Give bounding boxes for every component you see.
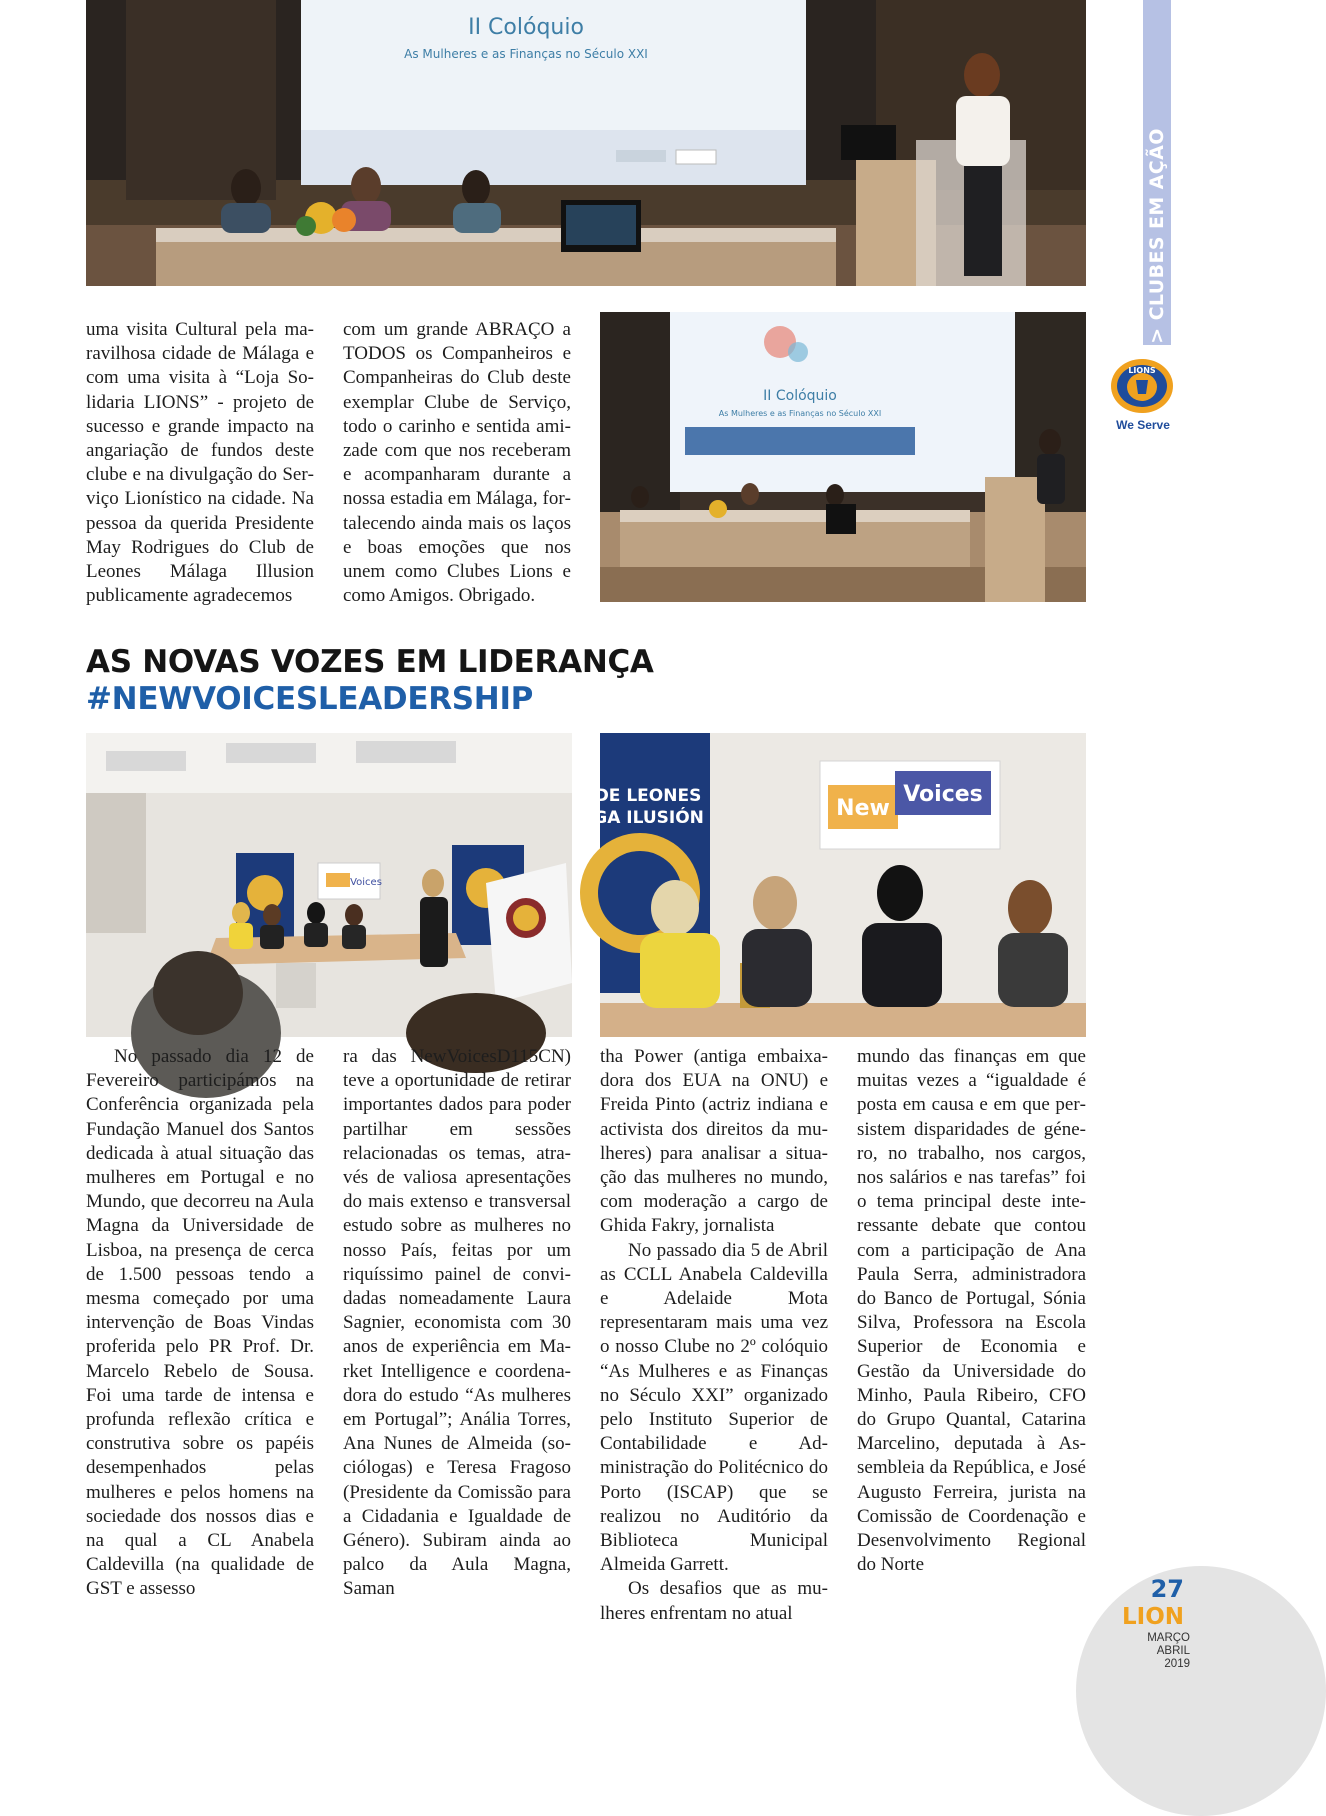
auditorium-photo xyxy=(600,312,1086,602)
article1-column-2 xyxy=(343,318,571,608)
issue-month-1: MARÇO xyxy=(1147,1632,1190,1644)
article-headline xyxy=(86,644,654,718)
headline-line-1: AS NOVAS VOZES EM LIDERANÇA xyxy=(86,644,654,680)
banner-label: Voices xyxy=(350,877,382,888)
screen-title: II Colóquio xyxy=(763,388,837,404)
panel-photo xyxy=(580,733,1086,1037)
we-serve-motto: We Serve xyxy=(1116,418,1170,432)
issue-year: 2019 xyxy=(1164,1658,1190,1670)
screen-title: II Colóquio xyxy=(468,15,584,40)
article1-col1-text: uma visita Cultural pela maravilhosa cidade de Málaga e com uma visita à “Loja Solidaria LIONS” - projeto de sucesso e grande impacto na angariação de fundos deste clube e na divulgação do Serviço Lionístico na cidade. Na pessoa da querida Presidente May Rodrigues do Club de Leones Málaga Illusion publicamente agradecemos xyxy=(86,319,314,607)
screen-subtitle: As Mulheres e as Finanças no Século XXI xyxy=(718,409,882,418)
banner-line-2: AGA ILUSIÓN xyxy=(580,808,704,828)
sign-word-new: New xyxy=(836,796,890,821)
article2-col3-paragraph-2: No passado dia 5 de Abril as CCLL Anabela Caldevilla e Adelaide Mota representaram mais uma vez o nosso Clube no 2º colóquio “As Mulheres e as Finanças no Século XXI” organizado pelo Instituto Superior de Contabilidade e Administração do Politécnico do Porto (ISCAP) que se realizou no Auditório da Biblioteca Municipal Almeida Garrett. xyxy=(600,1239,828,1576)
screen-subtitle: As Mulheres e as Finanças no Século XXI xyxy=(404,47,648,61)
page-number: 27 xyxy=(1150,1575,1184,1603)
issue-month-2: ABRIL xyxy=(1156,1645,1190,1657)
article2-column-2 xyxy=(343,1045,571,1602)
sign-word-voices: Voices xyxy=(903,782,983,807)
logo-text: LIONS xyxy=(1128,366,1156,375)
article1-col2-text: com um grande ABRAÇO a TODOS os Companheiros e Companheiras do Club deste exemplar Clube de Serviço, todo o carinho e sentida amizade com que nos receberam e acompanharam durante a nossa estadia em Málaga, fortalecendo ainda mais os laços e boas emoções que nos unem como Clubes Lions e como Amigos. Obrigado. xyxy=(343,319,571,607)
section-label xyxy=(1143,128,1171,343)
article2-column-1 xyxy=(86,1045,314,1602)
magazine-name: LION xyxy=(1121,1604,1184,1630)
meeting-room-photo xyxy=(86,733,572,1037)
issue-date xyxy=(1110,1632,1190,1671)
headline-hashtag: #NEWVOICESLEADERSHIP xyxy=(86,681,534,717)
lions-logo xyxy=(1110,358,1174,414)
article1-column-1 xyxy=(86,318,314,608)
article2-column-3 xyxy=(600,1045,828,1626)
conference-stage-photo xyxy=(86,0,1086,286)
article2-col1-text: No passado dia 12 de Fevereiro participámos na Conferência organizada pela Fundação Manuel dos Santos dedicada à atual situação das mulheres em Portugal e no Mundo, que decorreu na Aula Magna da Universidade de Lisboa, na presença de cerca de 1.500 pessoas tendo a mesma começado por uma intervenção de Boas Vindas proferida pelo PR Prof. Dr. Marcelo Rebelo de Sousa. Foi uma tarde de intensa e profunda reflexão crítica e construtiva sobre os papéis desempenhados pelas mulheres e pelos homens na sociedade dos nossos dias e na qual a CL Anabela Caldevilla (na qualidade de GST e assesso xyxy=(86,1046,314,1600)
article2-col3-paragraph-1: tha Power (antiga embaixadora dos EUA na ONU) e Freida Pinto (actriz indiana e activista dos direitos da mulheres) para analisar a situação das mulheres no mundo, com moderação a cargo de Ghida Fakry, jornalista xyxy=(600,1046,828,1237)
article2-col2-text: ra das NewVoicesD115CN) teve a oportunidade de retirar importantes dados para poder partilhar em sessões relacionadas os temas, através de valiosa apresentações do mais extenso e transversal estudo sobre as mulheres no nosso País, feitas por um riquíssimo painel de convidadas nomeadamente Laura Sagnier, economista com 30 anos de experiência em Market Intelligence e coordenadora do estudo “As mulheres em Portugal”; Anália Torres, Ana Nunes de Almeida (sociólogas) e Teresa Fragoso (Presidente da Comissão para a Cidadania e Igualdade de Género). Subiram ainda ao palco da Aula Magna, Saman xyxy=(343,1046,571,1600)
article2-col4-text: mundo das finanças em que muitas vezes a “igualdade é posta em causa e em que persistem disparidades de género, no trabalho, nos cargos, nos salários e nas tarefas” foi o tema principal deste interessante debate que contou com a participação de Ana Paula Serra, administradora do Banco de Portugal, Sónia Silva, Professora na Escola Superior de Economia e Gestão da Universidade do Minho, Paula Ribeiro, CFO do Grupo Quantal, Catarina Marcelino, deputada à Assembleia da República, e José Augusto Ferreira, jurista na Comissão de Coordenação e Desenvolvimento Regional do Norte xyxy=(857,1046,1086,1576)
section-label-text: > CLUBES EM AÇÃO xyxy=(1146,127,1169,344)
article2-column-4 xyxy=(857,1045,1086,1577)
article2-col3-paragraph-3: Os desafios que as mulheres enfrentam no atual xyxy=(600,1578,828,1624)
banner-line-1: DE LEONES xyxy=(594,786,702,806)
